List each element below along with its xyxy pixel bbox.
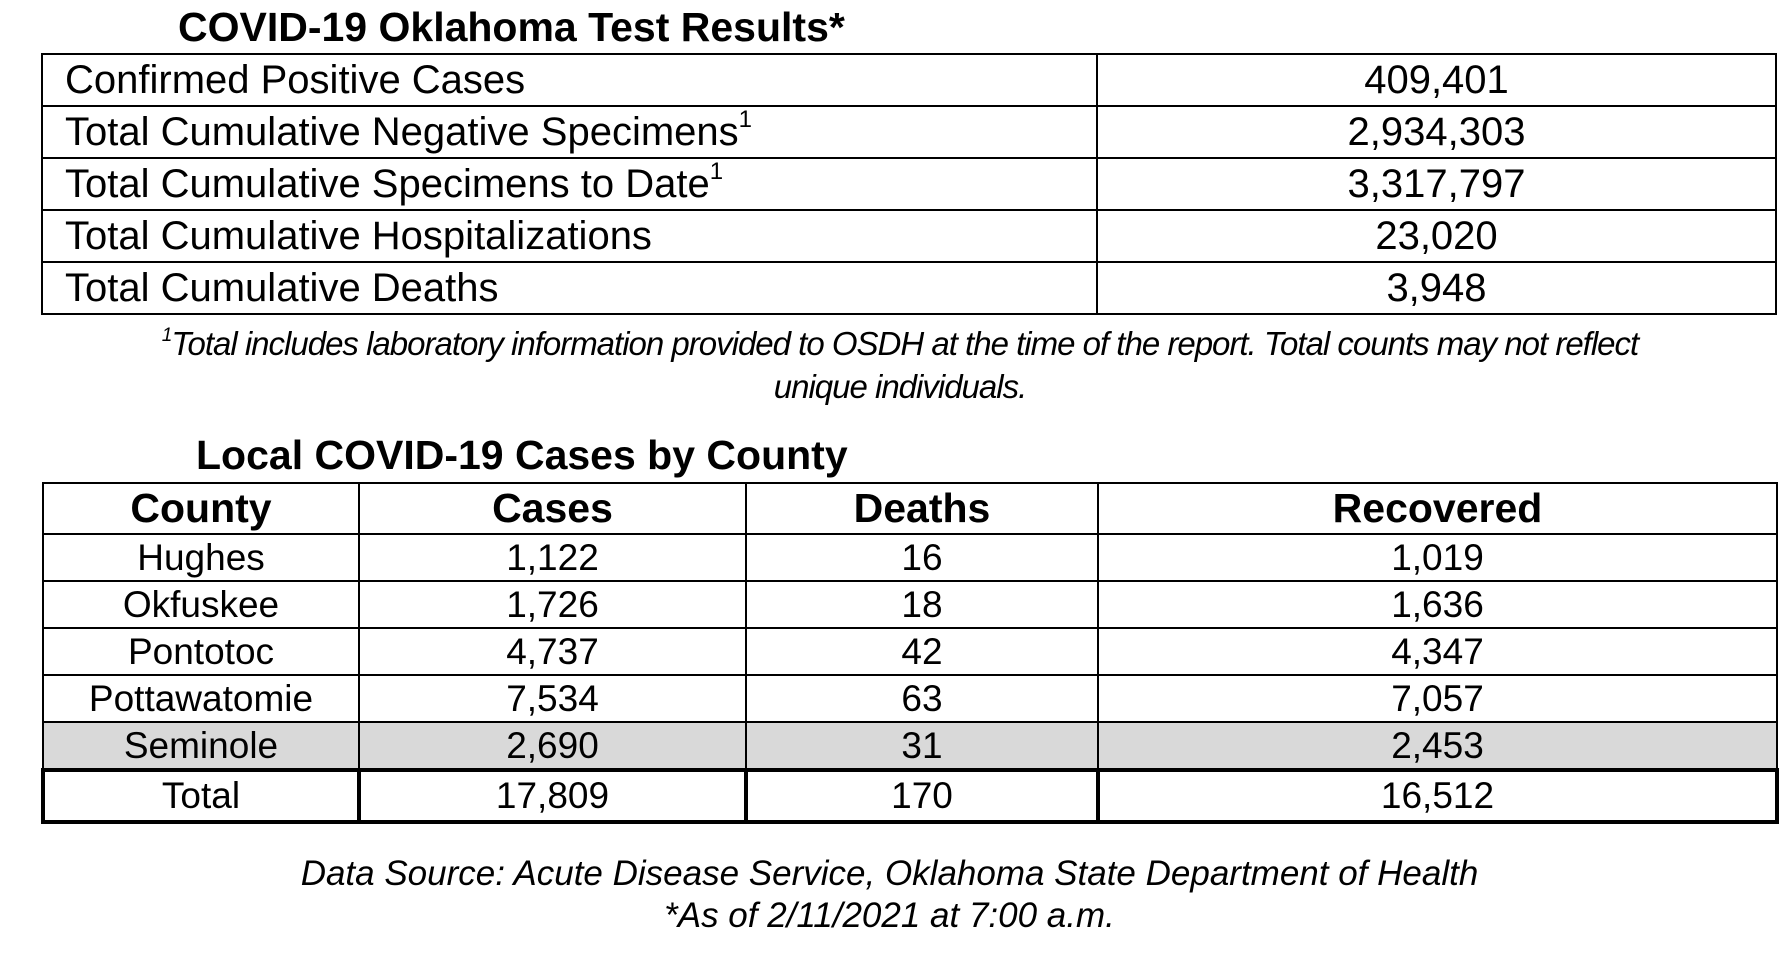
test-results-title: COVID-19 Oklahoma Test Results* <box>178 4 845 50</box>
row-label: Total Cumulative Hospitalizations <box>42 210 1097 262</box>
row-label: Confirmed Positive Cases <box>42 54 1097 106</box>
deaths-value: 18 <box>746 581 1098 628</box>
cases-value: 1,122 <box>359 534 746 581</box>
row-value: 2,934,303 <box>1097 106 1776 158</box>
source-line: Data Source: Acute Disease Service, Oklahoma State Department of Health <box>300 854 1479 893</box>
table-header-row <box>43 483 1777 534</box>
county-name: Pottawatomie <box>43 675 359 722</box>
recovered-value: 1,636 <box>1098 581 1777 628</box>
table-row <box>43 581 1777 628</box>
cases-value: 2,690 <box>359 722 746 770</box>
table-row <box>43 628 1777 675</box>
row-value: 409,401 <box>1097 54 1776 106</box>
column-header-deaths: Deaths <box>746 483 1098 534</box>
total-label: Total <box>43 770 359 822</box>
county-cases-table <box>41 482 1779 824</box>
row-label: Total Cumulative Negative Specimens$^1$ <box>42 106 1097 158</box>
total-cases: 17,809 <box>359 770 746 822</box>
cases-value: 1,726 <box>359 581 746 628</box>
as-of-date: *As of 2/11/2021 at 7:00 a.m. <box>664 896 1115 935</box>
cases-value: 4,737 <box>359 628 746 675</box>
row-label: Total Cumulative Deaths <box>42 262 1097 314</box>
total-deaths: 170 <box>746 770 1098 822</box>
table-row <box>42 106 1776 158</box>
column-header-recovered: Recovered <box>1098 483 1777 534</box>
cases-value: 7,534 <box>359 675 746 722</box>
recovered-value: 7,057 <box>1098 675 1777 722</box>
deaths-value: 63 <box>746 675 1098 722</box>
county-table-title: Local COVID-19 Cases by County <box>196 432 848 478</box>
row-value: 3,948 <box>1097 262 1776 314</box>
deaths-value: 31 <box>746 722 1098 770</box>
table-row <box>42 54 1776 106</box>
recovered-value: 4,347 <box>1098 628 1777 675</box>
county-name: Seminole <box>43 722 359 770</box>
data-source-note <box>0 853 1779 937</box>
footnote <box>60 322 1740 408</box>
table-row <box>42 210 1776 262</box>
county-name: Pontotoc <box>43 628 359 675</box>
total-recovered: 16,512 <box>1098 770 1777 822</box>
footnote-line-2: unique individuals. <box>773 368 1027 405</box>
deaths-value: 16 <box>746 534 1098 581</box>
table-row <box>42 262 1776 314</box>
row-value: 23,020 <box>1097 210 1776 262</box>
deaths-value: 42 <box>746 628 1098 675</box>
table-row <box>43 534 1777 581</box>
test-results-table <box>41 53 1777 315</box>
footnote-line-1: $^1$Total includes laboratory information provided to OSDH at the time of the report. Total counts may not reflect <box>161 325 1639 362</box>
recovered-value: 1,019 <box>1098 534 1777 581</box>
row-value: 3,317,797 <box>1097 158 1776 210</box>
column-header-cases: Cases <box>359 483 746 534</box>
table-row-highlighted <box>43 722 1777 770</box>
county-name: Okfuskee <box>43 581 359 628</box>
row-label: Total Cumulative Specimens to Date$^1$ <box>42 158 1097 210</box>
county-name: Hughes <box>43 534 359 581</box>
table-row <box>42 158 1776 210</box>
recovered-value: 2,453 <box>1098 722 1777 770</box>
footnote-marker: 1 <box>161 325 172 346</box>
total-row <box>43 770 1777 822</box>
column-header-county: County <box>43 483 359 534</box>
table-row <box>43 675 1777 722</box>
